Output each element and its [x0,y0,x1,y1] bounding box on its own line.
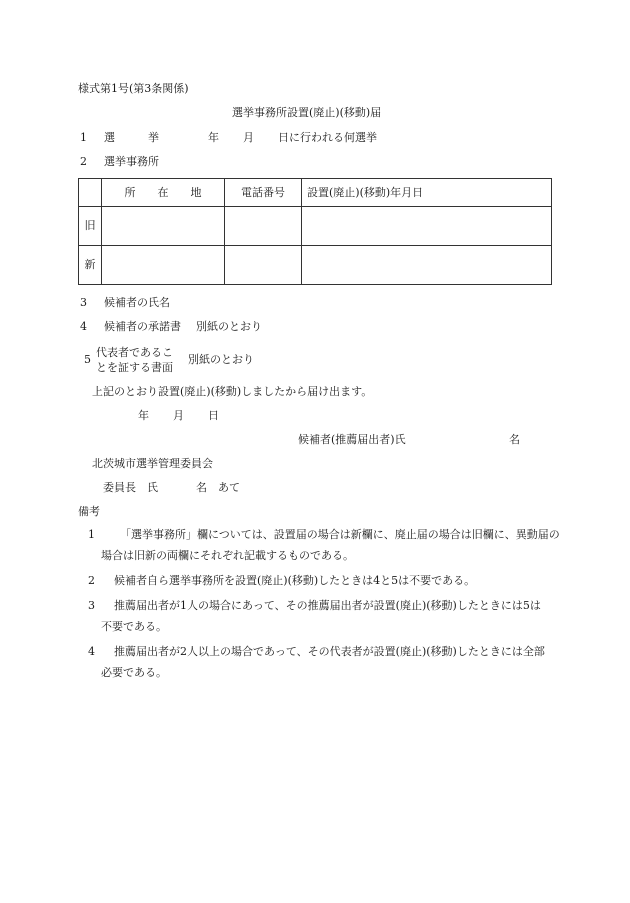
election-office-table [78,178,552,285]
date-month: 月 [173,409,184,422]
remark-2-number: 2 [88,574,95,587]
remark-1-text: 「選挙事務所」欄については、設置届の場合は新欄に、廃止届の場合は旧欄に、異動届の場合は旧新の両欄にそれぞれ記載するものである。 [101,528,560,562]
item-1-label: 選 挙 [104,131,159,144]
item-1-year: 年 [208,131,219,144]
remarks-heading: 備考 [78,505,100,518]
header-corner [79,179,102,207]
item-5-number: 5 [84,353,91,366]
old-date-cell[interactable] [302,207,552,246]
header-location: 所 在 地 [102,179,225,207]
applicant-label: 候補者(推薦届出者)氏 [298,433,406,446]
date-day: 日 [208,409,219,422]
item-4-number: 4 [80,320,87,333]
row-label-old: 旧 [79,207,102,246]
item-4-label: 候補者の承諾書 [104,320,181,333]
row-label-new: 新 [79,246,102,285]
new-phone-cell[interactable] [225,246,302,285]
date-year: 年 [138,409,149,422]
table-row-old [79,207,552,246]
item-1-number: 1 [80,131,87,144]
chair-name-suffix: 名 あて [196,481,240,494]
item-5-value: 別紙のとおり [188,353,254,366]
recipient-org: 北茨城市選挙管理委員会 [92,457,213,470]
statement: 上記のとおり設置(廃止)(移動)しましたから届け出ます。 [92,385,373,398]
item-3-label: 候補者の氏名 [104,296,170,309]
item-2-number: 2 [80,155,87,168]
item-2-label: 選挙事務所 [104,155,159,168]
item-4-value: 別紙のとおり [196,320,262,333]
remark-3-text: 推薦届出者が1人の場合にあって、その推薦届出者が設置(廃止)(移動)したときには5は不要である。 [101,599,541,633]
remark-4-number: 4 [88,645,95,658]
remark-4-text: 推薦届出者が2人以上の場合であって、その代表者が設置(廃止)(移動)したときには全部必要である。 [101,645,545,679]
new-location-cell[interactable] [102,246,225,285]
form-number: 様式第1号(第3条関係) [78,82,189,95]
new-date-cell[interactable] [302,246,552,285]
old-location-cell[interactable] [102,207,225,246]
old-phone-cell[interactable] [225,207,302,246]
item-1-month: 月 [243,131,254,144]
item-1-day-text: 日に行われる何選挙 [278,131,377,144]
item-5-label-line1: 代表者であるこ [96,346,173,359]
remark-1-number: 1 [88,528,95,541]
remark-2-text: 候補者自ら選挙事務所を設置(廃止)(移動)したときは4と5は不要である。 [114,574,476,587]
remark-3-number: 3 [88,599,95,612]
document-title: 選挙事務所設置(廃止)(移動)届 [232,106,382,119]
header-phone: 電話番号 [225,179,302,207]
applicant-name-suffix: 名 [509,433,520,446]
table-row-new [79,246,552,285]
chair-label: 委員長 氏 [103,481,158,494]
item-3-number: 3 [80,296,87,309]
table-header-row [79,179,552,207]
item-5-label-line2: とを証する書面 [96,361,173,374]
header-date: 設置(廃止)(移動)年月日 [302,179,552,207]
